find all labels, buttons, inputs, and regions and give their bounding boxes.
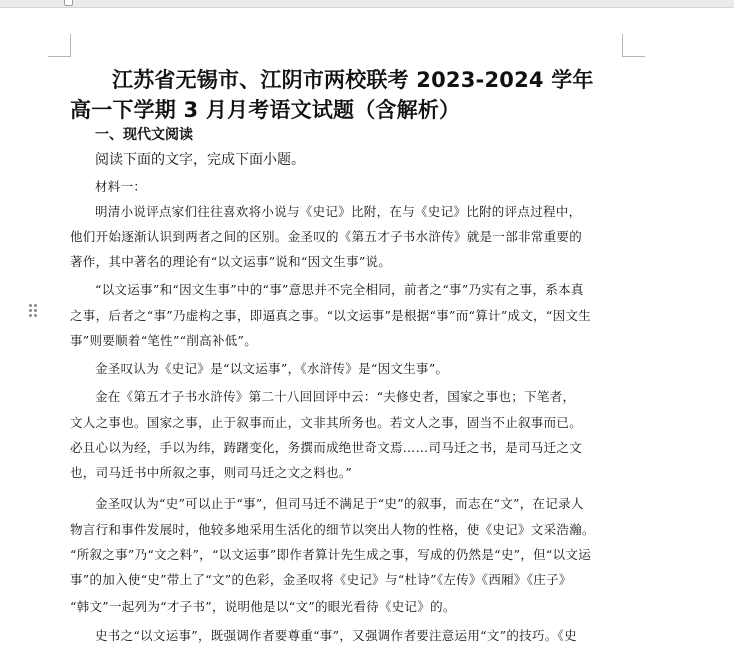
body-line: 事”的加入使“史”带上了“文”的色彩，金圣叹将《史记》与“杜诗”《左传》《西厢》《庄子》 [70,572,572,587]
body-line: 史书之“以文运事”，既强调作者要尊重“事”，又强调作者要注意运用“文”的技巧。《史 [95,628,577,643]
body-line: “以文运事”和“因文生事”中的“事”意思并不完全相同，前者之“事”乃实有之事，系本真 [95,282,584,297]
body-line: 明清小说评点家们往往喜欢将小说与《史记》比附，在与《史记》比附的评点过程中， [95,204,582,219]
instruction-text: 阅读下面的文字，完成下面小题。 [95,152,305,168]
section-heading: 一、现代文阅读 [95,127,193,143]
ruler-marker[interactable] [64,0,73,6]
body-line: 著作，其中著名的理论有“以文运事”说和“因文生事”说。 [70,254,392,269]
body-line: 金在《第五才子书水浒传》第二十八回回评中云：“夫修史者，国家之事也；下笔者， [95,389,576,404]
top-ruler-bar [0,0,734,8]
body-line: 物言行和事件发展时，他较多地采用生活化的细节以突出人物的性格，使《史记》文采浩瀚。 [70,522,595,537]
body-line: 必且心以为经，手以为纬，踌躇变化，务撰而成绝世奇文焉……司马迁之书，是司马迁之文 [70,440,583,455]
document-title-line2: 高一下学期 3 月月考语文试题（含解析） [70,98,461,122]
body-line: “所叙之事”乃“文之料”，“以文运事”即作者算计先生成之事，写成的仍然是“史”，但“以文运 [70,547,592,562]
margin-corner-top-left [48,34,71,57]
body-line: 金圣叹认为《史记》是“以文运事”，《水浒传》是“因文生事”。 [95,361,449,376]
document-page [0,8,734,649]
body-line: 之事，后者之“事”乃虚构之事，即逼真之事。“以文运事”是根据“事”而“算计”成文，“因文生 [70,308,592,323]
body-line: 他们开始逐渐认识到两者之间的区别。金圣叹的《第五才子书水浒传》就是一部非常重要的 [70,229,583,244]
drag-handle-icon[interactable] [29,304,38,318]
body-line: 金圣叹认为“史”可以止于“事”，但司马迁不满足于“史”的叙事，而志在“文”，在记录人 [95,496,584,511]
body-line: 事”则要顺着“笔性”“削高补低”。 [70,333,258,348]
body-line: “韩文”一起列为“才子书”，说明他是以“文”的眼光看待《史记》的。 [70,599,456,614]
body-line: 文人之事也。国家之事，止于叙事而止，文非其所务也。若文人之事，固当不止叙事而已。 [70,415,583,430]
body-line: 材料一： [95,179,147,194]
document-title-line1: 江苏省无锡市、江阴市两校联考 2023-2024 学年 [112,68,594,92]
margin-corner-top-right [622,34,645,57]
body-line: 也，司马迁书中所叙之事，则司马迁之文之料也。” [70,465,353,480]
